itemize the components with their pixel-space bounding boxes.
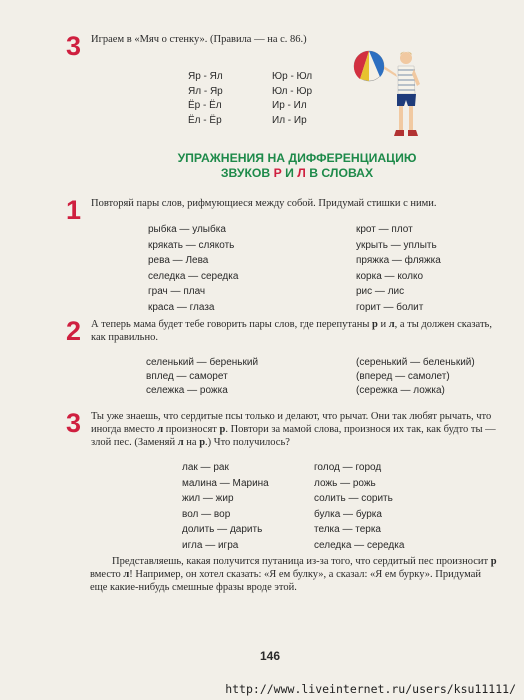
- word-pair: долить — дарить: [182, 524, 263, 535]
- closing-paragraph: Представляешь, какая получится путаница из-за того, что сердитый пес произносит р вместо л! Например, он хотел сказать: «Я ем булку», а сказал: «Я ем бурку». Придумай еще какие-нибудь смешные фразы вроде этой.: [90, 556, 497, 593]
- heading-line-1: УПРАЖНЕНИЯ НА ДИФФЕРЕНЦИАЦИЮ: [177, 151, 417, 165]
- word-pair: рыбка — улыбка: [148, 224, 226, 235]
- syllable-pair: Ил - Ир: [272, 114, 307, 126]
- syllable-pair: Юл - Юр: [272, 85, 313, 97]
- word-pair: сележка — рожка: [146, 385, 228, 396]
- word-pairs-column-2: [314, 460, 404, 553]
- word-pair: игла — игра: [182, 539, 239, 551]
- word-pair: селедка — середка: [148, 270, 239, 282]
- word-pairs-column-1: [182, 460, 269, 553]
- word-pair: корка — колко: [356, 270, 424, 282]
- word-pair: пряжка — фляжка: [356, 255, 441, 266]
- word-pair: горит — болит: [356, 301, 424, 313]
- word-pairs-column-1: [148, 222, 238, 315]
- word-pair: (сережка — ложка): [356, 385, 445, 396]
- instruction-text: Играем в «Мяч о стенку». (Правила — на с. 86.): [91, 34, 307, 45]
- boy-with-ball-illustration: [350, 44, 430, 144]
- word-pair: рева — Лева: [148, 255, 209, 266]
- word-pair: (серенький — беленький): [356, 357, 475, 368]
- word-pair: селенький — беренький: [146, 357, 259, 368]
- syllable-pair: Юр - Юл: [272, 71, 313, 82]
- heading-line-2: ЗВУКОВ Р И Л В СЛОВАХ: [220, 166, 374, 180]
- word-pair: булка — бурка: [314, 508, 382, 520]
- syllable-pair: Яр - Ял: [188, 71, 223, 82]
- word-pair: грач — плач: [148, 286, 206, 297]
- word-pair: лак — рак: [182, 462, 229, 473]
- page-number: 146: [259, 649, 281, 663]
- syllable-pair: Ял - Яр: [188, 85, 223, 97]
- section-heading: [112, 151, 482, 181]
- word-pair: малина — Марина: [182, 477, 269, 489]
- instruction-text: А теперь мама будет тебе говорить пары слов, где перепутаны р и л, а ты должен сказать, как правильно.: [91, 319, 492, 343]
- syllable-pair: Ёр - Ёл: [188, 100, 222, 111]
- word-pairs-column-2: [356, 222, 441, 315]
- word-pair: селедка — середка: [314, 539, 405, 551]
- word-pair: телка — терка: [314, 524, 381, 535]
- correct-pairs-column: [356, 356, 475, 398]
- syllable-pair: Ир - Ил: [272, 100, 307, 111]
- word-pair: вплед — саморет: [146, 371, 228, 382]
- word-pair: краса — глаза: [148, 301, 215, 313]
- instruction-text: Ты уже знаешь, что сердитые псы только и делают, что рычат. Они так любят рычать, что иногда вместо л произносят р. Повтори за мамой слова, произнося их так, как будто ты — злой пес. (Заменяй л на р.) Что получилось?: [91, 411, 496, 448]
- exercise-number: 3: [66, 31, 82, 61]
- boy-figure: [384, 52, 420, 137]
- word-pair: жил — жир: [182, 493, 234, 504]
- exercise-number: 3: [66, 408, 82, 438]
- instruction-text: Повторяй пары слов, рифмующиеся между собой. Придумай стишки с ними.: [91, 198, 437, 209]
- word-pair: (вперед — самолет): [356, 371, 450, 382]
- word-pair: ложь — рожь: [314, 477, 376, 489]
- word-pair: солить — сорить: [314, 493, 393, 504]
- exercise-number: 2: [66, 316, 82, 346]
- word-pair: крот — плот: [356, 224, 413, 235]
- word-pair: крякать — слякоть: [148, 239, 235, 251]
- mixed-pairs-column: [146, 356, 258, 398]
- word-pair: голод — город: [314, 462, 382, 473]
- word-pair: укрыть — уплыть: [356, 239, 437, 251]
- syllable-column-1: [188, 70, 223, 128]
- word-pair: вол — вор: [182, 508, 231, 520]
- syllable-pair: Ёл - Ёр: [188, 114, 222, 126]
- word-pair: рис — лис: [356, 286, 405, 297]
- syllable-column-2: [272, 70, 312, 128]
- beach-ball-icon: [354, 51, 384, 81]
- watermark-url: http://www.liveinternet.ru/users/ksu11111/: [225, 682, 516, 696]
- exercise-number: 1: [66, 195, 82, 225]
